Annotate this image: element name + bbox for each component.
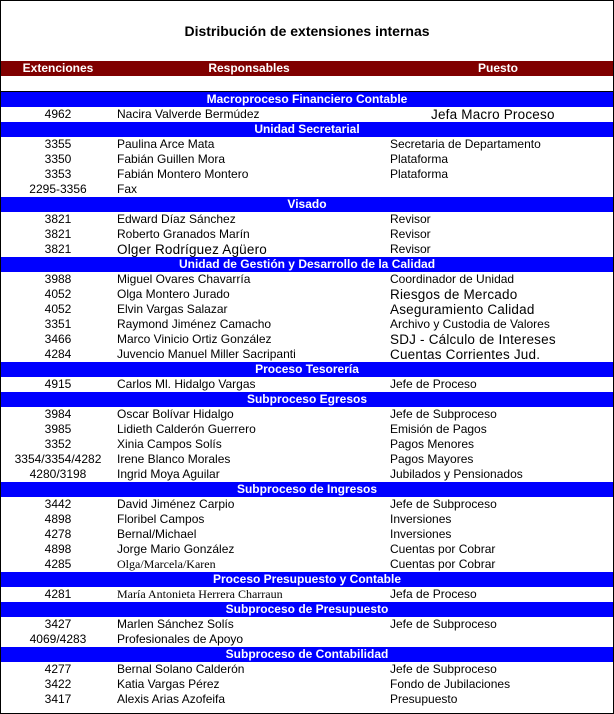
table-row: [1, 182, 613, 197]
responsable-cell: Ingrid Moya Aguilar: [117, 467, 220, 481]
puesto-cell: Jefe de Subproceso: [390, 617, 497, 631]
extension-cell: 2295-3356: [29, 182, 87, 196]
table-row: [1, 332, 613, 347]
section-header: Unidad Secretarial: [1, 122, 613, 137]
responsable-cell: Juvencio Manuel Miller Sacripanti: [117, 347, 296, 361]
responsable-cell: Roberto Granados Marín: [117, 227, 250, 241]
extension-cell: 4284: [44, 347, 72, 361]
table-row: [1, 467, 613, 482]
responsable-cell: Marlen Sánchez Solís: [117, 617, 234, 631]
puesto-cell: Cuentas por Cobrar: [390, 542, 496, 556]
puesto-cell: SDJ - Cálculo de Intereses: [390, 332, 556, 347]
page-title: Distribución de extensiones internas: [184, 23, 430, 39]
extension-cell: 3442: [44, 497, 72, 511]
extension-cell: 4915: [44, 377, 72, 391]
puesto-cell: Plataforma: [390, 167, 449, 181]
table-row: [1, 662, 613, 677]
extension-cell: 4052: [44, 302, 72, 316]
table-row: [1, 452, 613, 467]
responsable-cell: Olga Montero Jurado: [117, 287, 230, 301]
table-row: [1, 107, 613, 122]
responsable-cell: Fabián Guillen Mora: [117, 152, 226, 166]
puesto-cell: Emisión de Pagos: [390, 422, 487, 436]
extension-cell: 3985: [44, 422, 72, 436]
responsable-cell: David Jiménez Carpio: [117, 497, 235, 511]
table-row: [1, 437, 613, 452]
responsable-cell: Katia Vargas Pérez: [117, 677, 220, 691]
extension-cell: 4280/3198: [29, 467, 87, 481]
responsable-cell: Miguel Ovares Chavarría: [117, 272, 251, 286]
table-row: [1, 347, 613, 362]
puesto-cell: Inversiones: [390, 527, 452, 541]
puesto-cell: Revisor: [390, 227, 431, 241]
extension-cell: 3355: [44, 137, 72, 151]
extension-cell: 4962: [44, 107, 72, 121]
header-responsables: Responsables: [208, 61, 290, 75]
puesto-cell: Jefa de Proceso: [390, 587, 477, 601]
extension-cell: 3350: [44, 152, 72, 166]
puesto-cell: Inversiones: [390, 512, 452, 526]
extension-cell: 4277: [44, 662, 72, 676]
puesto-cell: Cuentas por Cobrar: [390, 557, 496, 571]
header-puesto: Puesto: [477, 61, 518, 75]
responsable-cell: Edward Díaz Sánchez: [117, 212, 236, 226]
responsable-cell: Bernal/Michael: [117, 527, 197, 541]
responsable-cell: Alexis Arias Azofeifa: [117, 692, 226, 706]
puesto-cell: Plataforma: [390, 152, 449, 166]
responsable-cell: Xinia Campos Solís: [117, 437, 222, 451]
section-header: Subproceso de Ingresos: [1, 482, 613, 497]
responsable-cell: Elvin Vargas Salazar: [117, 302, 228, 316]
table-header: [1, 61, 613, 76]
table-row: [1, 512, 613, 527]
extension-cell: 3351: [44, 317, 72, 331]
table-row: [1, 272, 613, 287]
extension-cell: 4285: [44, 557, 72, 571]
puesto-cell: Revisor: [390, 242, 431, 256]
table-row: [1, 227, 613, 242]
extension-cell: 3821: [44, 242, 72, 256]
table-row: [1, 632, 613, 647]
table-row: [1, 617, 613, 632]
responsable-cell: Olga/Marcela/Karen: [117, 557, 216, 571]
extension-cell: 3417: [44, 692, 72, 706]
puesto-cell: Jefe de Subproceso: [390, 407, 497, 421]
header-extensions: Extenciones: [22, 61, 94, 75]
table-row: [1, 497, 613, 512]
table-row: [1, 527, 613, 542]
table-body: [1, 91, 613, 707]
extension-cell: 4278: [44, 527, 72, 541]
puesto-cell: Pagos Mayores: [390, 452, 474, 466]
section-header: Subproceso Egresos: [1, 392, 613, 407]
extension-cell: 3353: [44, 167, 72, 181]
extension-cell: 3422: [44, 677, 72, 691]
responsable-cell: Jorge Mario González: [117, 542, 235, 556]
extension-cell: 3466: [44, 332, 72, 346]
puesto-cell: Jefa Macro Proceso: [431, 107, 555, 122]
responsable-cell: Irene Blanco Morales: [117, 452, 231, 466]
table-row: [1, 212, 613, 227]
section-header: Subproceso de Contabilidad: [1, 647, 613, 662]
responsable-cell: Carlos Ml. Hidalgo Vargas: [117, 377, 256, 391]
table-row: [1, 407, 613, 422]
puesto-cell: Archivo y Custodia de Valores: [390, 317, 550, 331]
extension-cell: 3821: [44, 212, 72, 226]
table-row: [1, 152, 613, 167]
puesto-cell: Presupuesto: [390, 692, 458, 706]
section-header: Subproceso de Presupuesto: [1, 602, 613, 617]
puesto-cell: Jefe de Proceso: [390, 377, 477, 391]
responsable-cell: Lidieth Calderón Guerrero: [117, 422, 256, 436]
puesto-cell: Cuentas Corrientes Jud.: [390, 347, 541, 362]
table-row: [1, 377, 613, 392]
responsable-cell: Bernal Solano Calderón: [117, 662, 245, 676]
extension-cell: 3427: [44, 617, 72, 631]
extension-cell: 4898: [44, 512, 72, 526]
table-row: [1, 677, 613, 692]
responsable-cell: Paulina Arce Mata: [117, 137, 215, 151]
table-row: [1, 287, 613, 302]
puesto-cell: Fondo de Jubilaciones: [390, 677, 511, 691]
puesto-cell: Jefe de Subproceso: [390, 497, 497, 511]
puesto-cell: Secretaria de Departamento: [390, 137, 541, 151]
table-row: [1, 137, 613, 152]
responsable-cell: Fabián Montero Montero: [117, 167, 249, 181]
puesto-cell: Revisor: [390, 212, 431, 226]
table-row: [1, 692, 613, 707]
puesto-cell: Riesgos de Mercado: [390, 287, 518, 302]
puesto-cell: Coordinador de Unidad: [390, 272, 515, 286]
table-row: [1, 557, 613, 572]
extension-cell: 4052: [44, 287, 72, 301]
puesto-cell: Jubilados y Pensionados: [390, 467, 523, 481]
puesto-cell: Pagos Menores: [390, 437, 475, 451]
table-row: [1, 242, 613, 257]
puesto-cell: Aseguramiento Calidad: [390, 302, 535, 317]
responsable-cell: Oscar Bolívar Hidalgo: [117, 407, 234, 421]
table-row: [1, 302, 613, 317]
extension-cell: 4898: [44, 542, 72, 556]
responsable-cell: Nacira Valverde Bermúdez: [117, 107, 260, 121]
table-row: [1, 587, 613, 602]
table-row: [1, 167, 613, 182]
section-header: Proceso Tesorería: [1, 362, 613, 377]
table-row: [1, 542, 613, 557]
extension-cell: 3354/3354/4282: [14, 452, 102, 466]
responsable-cell: María Antonieta Herrera Charraun: [117, 587, 283, 601]
extension-cell: 4069/4283: [29, 632, 87, 646]
section-header: Unidad de Gestión y Desarrollo de la Calidad: [1, 257, 613, 272]
responsable-cell: Floribel Campos: [117, 512, 205, 526]
extension-cell: 3821: [44, 227, 72, 241]
extension-cell: 4281: [44, 587, 72, 601]
responsable-cell: Fax: [117, 182, 138, 196]
extension-cell: 3988: [44, 272, 72, 286]
section-header: Visado: [1, 197, 613, 212]
responsable-cell: Marco Vinicio Ortiz González: [117, 332, 272, 346]
table-row: [1, 422, 613, 437]
responsable-cell: Raymond Jiménez Camacho: [117, 317, 272, 331]
extension-cell: 3352: [44, 437, 72, 451]
responsable-cell: Olger Rodríguez Agüero: [117, 242, 267, 257]
table-row: [1, 317, 613, 332]
puesto-cell: Jefe de Subproceso: [390, 662, 497, 676]
extension-cell: 3984: [44, 407, 72, 421]
section-header: Proceso Presupuesto y Contable: [1, 572, 613, 587]
responsable-cell: Profesionales de Apoyo: [117, 632, 244, 646]
section-header: Macroproceso Financiero Contable: [1, 91, 613, 107]
